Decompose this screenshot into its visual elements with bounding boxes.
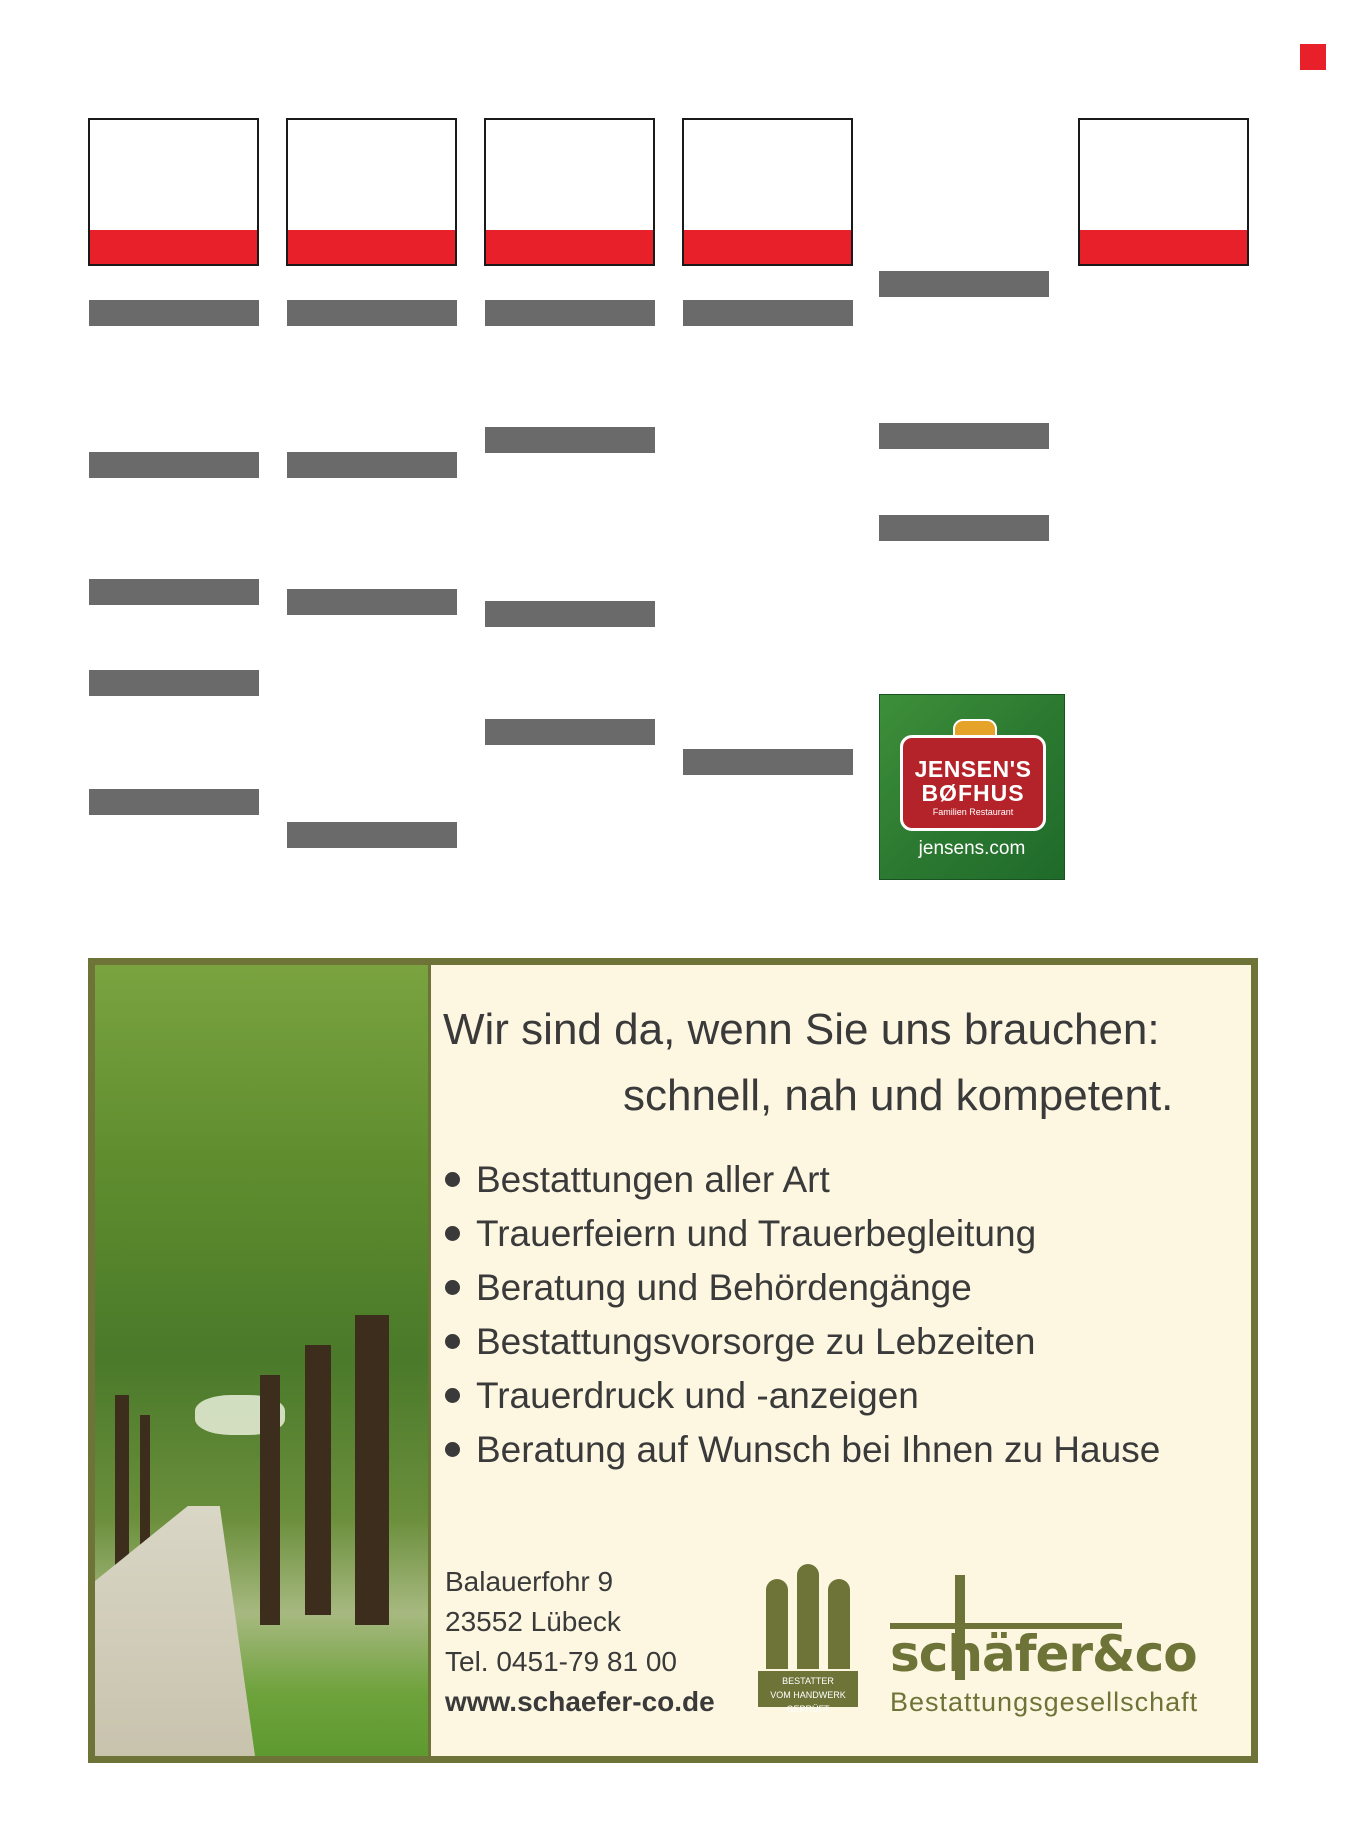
redacted-bar [89, 789, 259, 815]
logo-subtitle: Bestattungsgesellschaft [890, 1687, 1199, 1717]
header-box-3 [484, 118, 655, 266]
jensens-ad[interactable] [879, 694, 1065, 880]
headline-line1: Wir sind da, wenn Sie uns brauchen: [443, 1005, 1160, 1054]
service-label: Bestattungsvorsorge zu Lebzeiten [476, 1321, 1036, 1362]
redacted-bar [287, 822, 457, 848]
craft-seal-icon [758, 1562, 858, 1714]
bullet-icon [445, 1226, 460, 1241]
corner-marker [1300, 44, 1326, 70]
tree-trunk [355, 1315, 389, 1625]
redacted-bar [287, 589, 457, 615]
brand-line2: BØFHUS [921, 780, 1025, 806]
header-box-4 [682, 118, 853, 266]
frame-divider [428, 965, 431, 1756]
redacted-bar [89, 452, 259, 478]
seal-line2: VOM HANDWERK GEPRÜFT [770, 1690, 846, 1714]
bullet-icon [445, 1388, 460, 1403]
jensens-url[interactable]: jensens.com [918, 838, 1026, 859]
redacted-bar [879, 271, 1049, 297]
street-address: Balauerfohr 9 [445, 1566, 614, 1597]
seal-line1: BESTATTER [782, 1676, 834, 1686]
bullet-icon [445, 1334, 460, 1349]
bullet-icon [445, 1280, 460, 1295]
redacted-bar [89, 670, 259, 696]
brand-line1: JENSEN'S [914, 756, 1032, 782]
redacted-bar [287, 452, 457, 478]
website-link[interactable]: www.schaefer-co.de [445, 1686, 715, 1717]
brand-plaque [900, 735, 1046, 831]
service-label: Beratung und Behördengänge [476, 1267, 972, 1308]
redacted-bar [89, 300, 259, 326]
logo-name: schäfer&co [890, 1625, 1197, 1683]
redacted-bar [485, 300, 655, 326]
seal-tower [766, 1579, 788, 1669]
redacted-bar [485, 719, 655, 745]
redacted-bar [879, 515, 1049, 541]
red-band [486, 230, 653, 264]
seal-tower [797, 1564, 819, 1669]
service-label: Bestattungen aller Art [476, 1159, 830, 1200]
service-label: Beratung auf Wunsch bei Ihnen zu Hause [476, 1429, 1161, 1470]
redacted-bar [683, 300, 853, 326]
list-item [445, 1315, 1160, 1369]
header-box-1 [88, 118, 259, 266]
tree-lined-path-photo [95, 965, 428, 1756]
bullet-icon [445, 1442, 460, 1457]
seal-tower [828, 1579, 850, 1669]
list-item [445, 1369, 1160, 1423]
phone-number[interactable]: Tel. 0451-79 81 00 [445, 1646, 677, 1677]
tree-trunk [260, 1375, 280, 1625]
redacted-bar [485, 427, 655, 453]
redacted-bar [485, 601, 655, 627]
redacted-bar [683, 749, 853, 775]
service-list [445, 1153, 1160, 1477]
seal-label [758, 1671, 858, 1714]
red-band [288, 230, 455, 264]
redacted-bar [287, 300, 457, 326]
schaefer-logo [890, 1575, 1250, 1725]
red-band [684, 230, 851, 264]
bullet-icon [445, 1172, 460, 1187]
red-band [1080, 230, 1247, 264]
header-box-6 [1078, 118, 1249, 266]
brand-tagline: Familien Restaurant [932, 807, 1014, 817]
contact-block [445, 1562, 715, 1722]
list-item [445, 1261, 1160, 1315]
list-item [445, 1153, 1160, 1207]
city-address: 23552 Lübeck [445, 1606, 621, 1637]
tree-trunk [305, 1345, 331, 1615]
redacted-bar [89, 579, 259, 605]
list-item [445, 1207, 1160, 1261]
header-box-2 [286, 118, 457, 266]
funeral-ad [88, 958, 1258, 1763]
headline-line2: schnell, nah und kompetent. [623, 1071, 1174, 1120]
service-label: Trauerfeiern und Trauerbegleitung [476, 1213, 1037, 1254]
red-band [90, 230, 257, 264]
redacted-bar [879, 423, 1049, 449]
list-item [445, 1423, 1160, 1477]
service-label: Trauerdruck und -anzeigen [476, 1375, 919, 1416]
